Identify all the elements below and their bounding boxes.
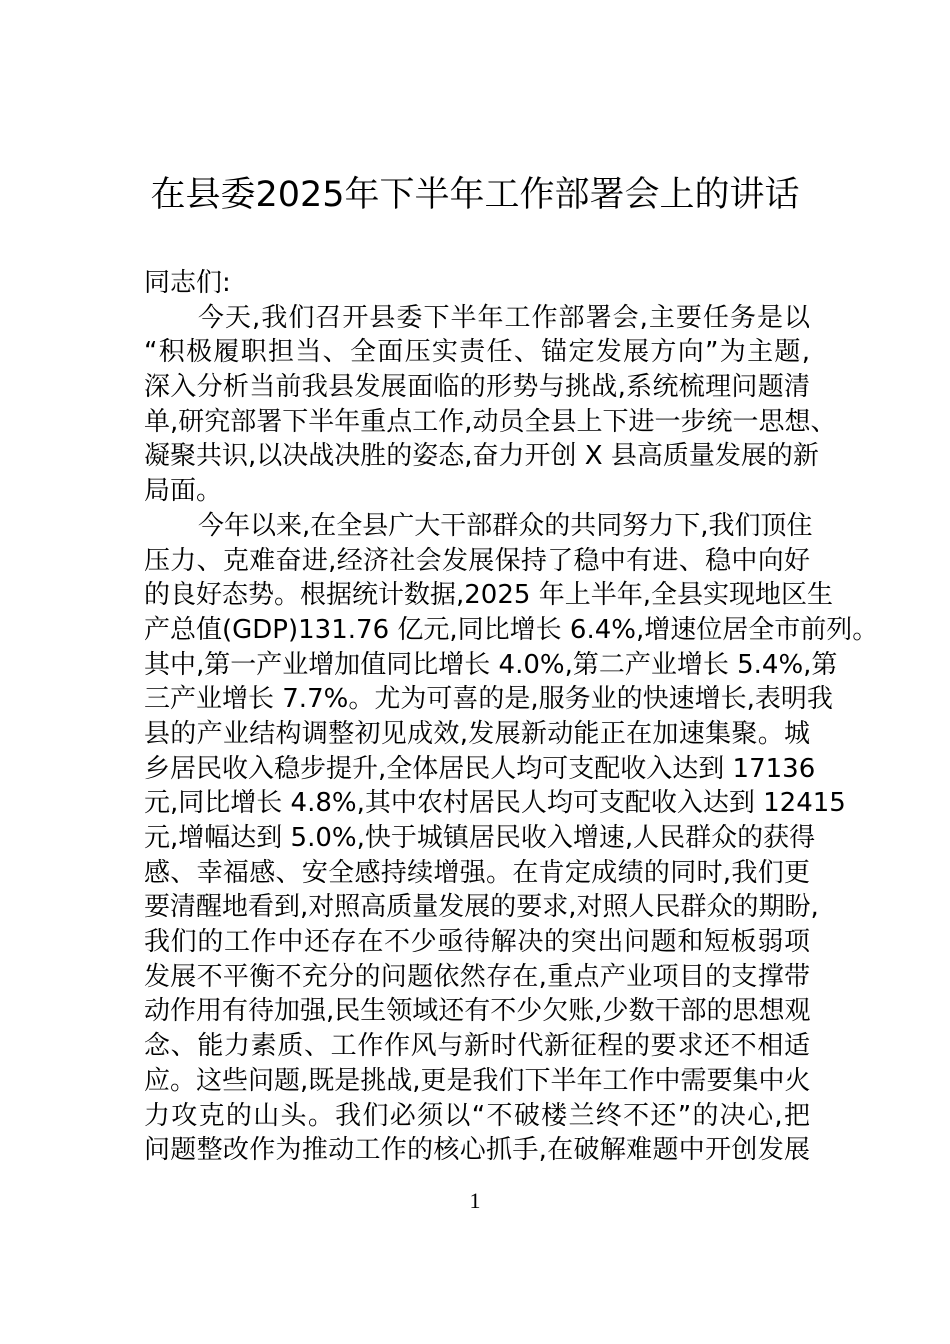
page-number: 1 [469, 1188, 481, 1213]
text-line: 单,研究部署下半年重点工作,动员全县上下进一步统一思想、 [144, 406, 837, 437]
text-line: 问题整改作为推动工作的核心抓手,在破解难题中开创发展 [144, 1135, 810, 1166]
salutation: 同志们: [144, 268, 231, 298]
text-line: 力攻克的山头。我们必须以“不破楼兰终不还”的决心,把 [144, 1100, 810, 1131]
text-line: 感、幸福感、安全感持续增强。在肯定成绩的同时,我们更 [144, 857, 810, 888]
text-line: 局面。 [144, 476, 223, 507]
text-line: 发展不平衡不充分的问题依然存在,重点产业项目的支撑带 [144, 961, 810, 992]
paragraph [144, 301, 837, 509]
paragraphs [144, 301, 879, 1168]
text-line: 应。这些问题,既是挑战,更是我们下半年工作中需要集中火 [144, 1065, 811, 1096]
text-line: 今天,我们召开县委下半年工作部署会,主要任务是以 [198, 302, 810, 333]
text-line: 深入分析当前我县发展面临的形势与挑战,系统梳理问题清 [144, 372, 810, 403]
text-line: 念、能力素质、工作作风与新时代新征程的要求还不相适 [144, 1031, 810, 1062]
text-line: 元,增幅达到 5.0%,快于城镇居民收入增速,人民群众的获得 [144, 823, 816, 853]
text-line: 动作用有待加强,民生领域还有不少欠账,少数干部的思想观 [144, 996, 811, 1027]
text-line: “积极履职担当、全面压实责任、锚定发展方向”为主题, [144, 337, 810, 368]
text-line: 要清醒地看到,对照高质量发展的要求,对照人民群众的期盼, [144, 892, 819, 923]
document-title: 在县委2025年下半年工作部署会上的讲话 [150, 175, 800, 215]
document-body [144, 266, 879, 1168]
text-line: 我们的工作中还存在不少亟待解决的突出问题和短板弱项 [144, 927, 810, 958]
text-line: 的良好态势。根据统计数据,2025 年上半年,全县实现地区生 [144, 580, 833, 611]
text-line: 凝聚共识,以决战决胜的姿态,奋力开创 X 县高质量发展的新 [144, 441, 819, 472]
text-line: 压力、克难奋进,经济社会发展保持了稳中有进、稳中向好 [144, 545, 810, 576]
text-line: 三产业增长 7.7%。尤为可喜的是,服务业的快速增长,表明我 [144, 684, 833, 715]
paragraph [144, 509, 879, 1168]
text-line: 元,同比增长 4.8%,其中农村居民人均可支配收入达到 12415 [144, 788, 846, 819]
text-line: 县的产业结构调整初见成效,发展新动能正在加速集聚。城 [144, 718, 810, 749]
text-line: 乡居民收入稳步提升,全体居民人均可支配收入达到 17136 [144, 753, 816, 784]
text-line: 今年以来,在全县广大干部群众的共同努力下,我们顶住 [198, 510, 813, 541]
text-line: 其中,第一产业增加值同比增长 4.0%,第二产业增长 5.4%,第 [144, 649, 838, 680]
text-line: 产总值(GDP)131.76 亿元,同比增长 6.4%,增速位居全市前列。 [144, 614, 879, 645]
